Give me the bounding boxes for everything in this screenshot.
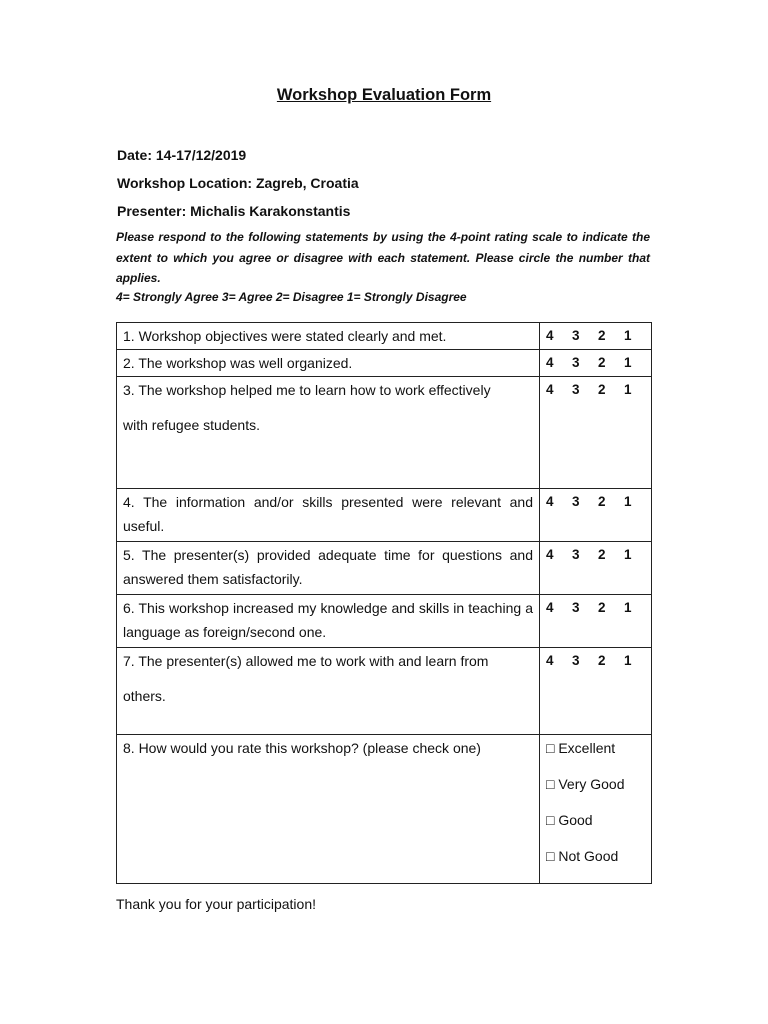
rating-2[interactable]: 2 [598,328,606,343]
rating-2[interactable]: 2 [598,600,606,615]
rating-1[interactable]: 1 [624,653,632,668]
statement-7-continuation: others. [123,688,166,704]
rating-4[interactable]: 4 [546,600,554,615]
table-row [117,489,652,542]
statement-2: 2. The workshop was well organized. [117,350,540,377]
option-good-checkbox[interactable]: □ Good [546,812,593,828]
table-row [117,350,652,377]
rating-3[interactable]: 3 [572,547,580,562]
table-row [117,595,652,648]
thank-you-note: Thank you for your participation! [116,896,316,912]
rating-2[interactable]: 2 [598,547,606,562]
rating-4[interactable]: 4 [546,355,554,370]
rating-1[interactable]: 1 [624,355,632,370]
rating-4[interactable]: 4 [546,382,554,397]
presenter-line: Presenter: Michalis Karakonstantis [117,203,351,219]
rating-3[interactable]: 3 [572,382,580,397]
rating-3[interactable]: 3 [572,653,580,668]
statement-3 [117,377,540,489]
rating-2[interactable]: 2 [598,382,606,397]
option-not-good-checkbox[interactable]: □ Not Good [546,848,619,864]
statement-8: 8. How would you rate this workshop? (please check one) [117,735,540,884]
rating-4[interactable]: 4 [546,328,554,343]
rating-4[interactable]: 4 [546,494,554,509]
rating-cell [540,595,652,648]
rating-3[interactable]: 3 [572,494,580,509]
form-title: Workshop Evaluation Form [276,86,492,104]
table-row [117,542,652,595]
rating-cell [540,377,652,489]
statement-7 [117,648,540,735]
location-line: Workshop Location: Zagreb, Croatia [117,175,359,191]
rating-1[interactable]: 1 [624,494,632,509]
rating-2[interactable]: 2 [598,494,606,509]
rating-1[interactable]: 1 [624,382,632,397]
table-row [117,735,652,884]
rating-1[interactable]: 1 [624,328,632,343]
rating-1[interactable]: 1 [624,547,632,562]
rating-2[interactable]: 2 [598,355,606,370]
statement-3-continuation: with refugee students. [123,417,260,433]
option-excellent-checkbox[interactable]: □ Excellent [546,740,616,756]
date-line: Date: 14-17/12/2019 [117,147,247,163]
table-row [117,377,652,489]
rating-cell [540,323,652,350]
rating-2[interactable]: 2 [598,653,606,668]
rating-cell [540,542,652,595]
rating-1[interactable]: 1 [624,600,632,615]
table-row [117,323,652,350]
rating-scale-legend: 4= Strongly Agree 3= Agree 2= Disagree 1= Strongly Disagree [116,290,467,304]
table-row [117,648,652,735]
option-very-good-checkbox[interactable]: □ Very Good [546,776,625,792]
statement-7-text: 7. The presenter(s) allowed me to work with and learn from [123,653,489,669]
overall-rating-options [540,735,652,884]
rating-cell [540,489,652,542]
instructions: Please respond to the following statements by using the 4-point rating scale to indicate the extent to which you agree or disagree with each statement. Please circle the number that applies. [116,230,650,286]
statement-4: 4. The information and/or skills presented were relevant and useful. [117,489,540,542]
evaluation-table [116,322,652,884]
rating-3[interactable]: 3 [572,355,580,370]
statement-1: 1. Workshop objectives were stated clearly and met. [117,323,540,350]
rating-3[interactable]: 3 [572,328,580,343]
rating-4[interactable]: 4 [546,547,554,562]
rating-4[interactable]: 4 [546,653,554,668]
statement-6: 6. This workshop increased my knowledge and skills in teaching a language as foreign/second one. [117,595,540,648]
rating-cell [540,350,652,377]
statement-5: 5. The presenter(s) provided adequate time for questions and answered them satisfactorily. [117,542,540,595]
rating-cell [540,648,652,735]
rating-3[interactable]: 3 [572,600,580,615]
statement-3-text: 3. The workshop helped me to learn how to work effectively [123,382,491,398]
